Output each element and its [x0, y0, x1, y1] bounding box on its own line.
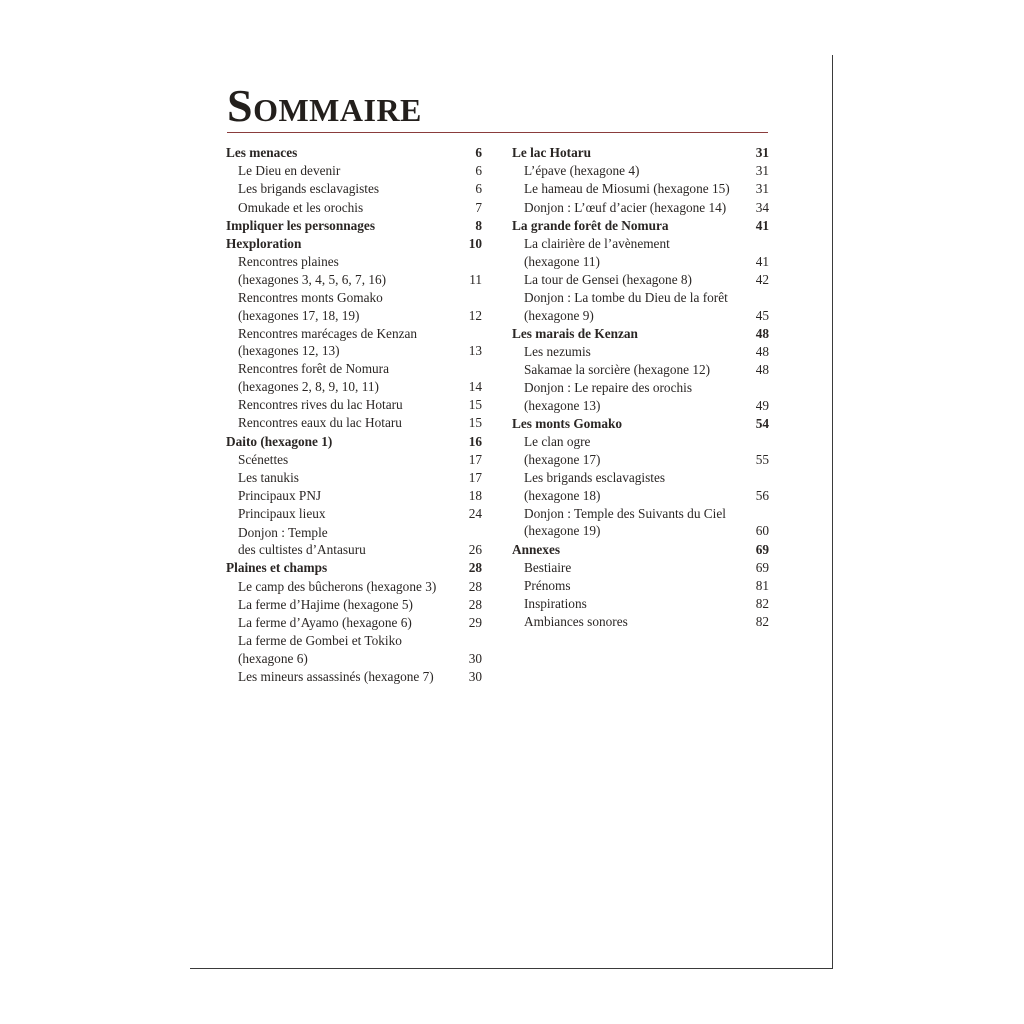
toc-entry-page: 45	[755, 307, 769, 323]
toc-entry-page: 7	[475, 199, 482, 215]
toc-entry-title: Inspirations	[524, 596, 587, 612]
toc-entry-page: 13	[468, 343, 482, 359]
toc-entry-title: Les marais de Kenzan	[512, 325, 638, 341]
toc-subsection-entry[interactable]	[226, 668, 482, 686]
toc-subsection-entry[interactable]	[512, 180, 769, 198]
toc-entry-page: 6	[475, 163, 482, 179]
toc-subsection-entry[interactable]	[226, 487, 482, 505]
toc-entry-page: 31	[755, 163, 769, 179]
toc-entry-title: Les monts Gomako	[512, 416, 623, 432]
toc-entry-title: La ferme de Gombei et Tokiko (hexagone 6)	[238, 633, 402, 666]
toc-entry-page: 42	[755, 271, 769, 287]
toc-section-entry[interactable]	[512, 541, 769, 559]
toc-entry-title: Le camp des bûcherons (hexagone 3)	[238, 578, 437, 594]
toc-entry-page: 15	[468, 415, 482, 431]
toc-entry-page: 69	[755, 559, 769, 575]
toc-entry-title: Le Dieu en devenir	[238, 163, 341, 179]
toc-subsection-entry[interactable]	[512, 235, 769, 270]
toc-entry-page: 17	[468, 451, 482, 467]
toc-subsection-entry[interactable]	[226, 614, 482, 632]
toc-subsection-entry[interactable]	[512, 289, 769, 324]
toc-entry-title: La ferme d’Ayamo (hexagone 6)	[238, 614, 412, 630]
toc-subsection-entry[interactable]	[512, 343, 769, 361]
toc-entry-title: Rencontres monts Gomako (hexagones 17, 18, 19)	[238, 289, 383, 323]
toc-entry-page: 15	[468, 397, 482, 413]
toc-entry-title: Donjon : L’œuf d’acier (hexagone 14)	[524, 199, 727, 215]
toc-entry-title: Hexploration	[226, 235, 302, 251]
toc-entry-page: 48	[755, 343, 769, 359]
toc-entry-title: Bestiaire	[524, 559, 572, 575]
toc-entry-page: 16	[468, 433, 482, 449]
toc-entry-page: 28	[468, 596, 482, 612]
toc-subsection-entry[interactable]	[512, 361, 769, 379]
toc-entry-title: Les brigands esclavagistes	[238, 181, 380, 197]
toc-subsection-entry[interactable]	[226, 596, 482, 614]
toc-subsection-entry[interactable]	[226, 505, 482, 523]
toc-subsection-entry[interactable]	[226, 162, 482, 180]
toc-entry-page: 31	[755, 145, 769, 160]
toc-entry-title: Plaines et champs	[226, 560, 328, 576]
toc-entry-title: Omukade et les orochis	[238, 199, 364, 215]
toc-entry-page: 17	[468, 470, 482, 485]
toc-section-entry[interactable]	[512, 325, 769, 343]
toc-entry-title: L’épave (hexagone 4)	[524, 163, 640, 179]
toc-subsection-entry[interactable]	[226, 199, 482, 217]
toc-subsection-entry[interactable]	[226, 632, 482, 667]
toc-entry-title: Donjon : Temple des cultistes d’Antasuru	[238, 524, 366, 558]
toc-entry-page: 41	[755, 253, 769, 269]
toc-subsection-entry[interactable]	[512, 199, 769, 217]
toc-entry-page: 28	[468, 560, 482, 576]
toc-section-entry[interactable]	[226, 217, 482, 235]
toc-entry-page: 48	[755, 362, 769, 378]
toc-entry-page: 28	[468, 578, 482, 594]
toc-section-entry[interactable]	[512, 144, 769, 162]
toc-entry-title: Rencontres rives du lac Hotaru	[238, 397, 403, 413]
toc-entry-title: Rencontres eaux du lac Hotaru	[238, 415, 402, 431]
toc-left-column	[226, 144, 482, 686]
toc-section-entry[interactable]	[226, 235, 482, 253]
toc-entry-title: Principaux lieux	[238, 506, 326, 522]
toc-entry-title: Rencontres plaines (hexagones 3, 4, 5, 6, 7, 16)	[238, 254, 387, 287]
toc-entry-title: Donjon : Temple des Suivants du Ciel (hexagone 19)	[524, 505, 726, 539]
toc-entry-page: 82	[755, 614, 769, 630]
toc-entry-title: Le clan ogre (hexagone 17)	[524, 434, 601, 467]
toc-entry-title: Daito (hexagone 1)	[226, 433, 333, 449]
toc-entry-title: Impliquer les personnages	[226, 217, 375, 233]
toc-subsection-entry[interactable]	[512, 469, 769, 504]
toc-section-entry[interactable]	[226, 433, 482, 451]
toc-subsection-entry[interactable]	[512, 559, 769, 577]
toc-entry-page: 41	[755, 217, 769, 233]
toc-subsection-entry[interactable]	[226, 524, 482, 559]
toc-subsection-entry[interactable]	[226, 414, 482, 432]
toc-entry-title: Sakamae la sorcière (hexagone 12)	[524, 362, 711, 378]
toc-subsection-entry[interactable]	[512, 595, 769, 613]
toc-subsection-entry[interactable]	[226, 325, 482, 360]
toc-subsection-entry[interactable]	[512, 379, 769, 414]
toc-entry-title: La grande forêt de Nomura	[512, 217, 669, 233]
toc-entry-page: 60	[755, 523, 769, 539]
toc-entry-title: La tour de Gensei (hexagone 8)	[524, 271, 692, 287]
toc-entry-title: Annexes	[512, 541, 561, 557]
toc-subsection-entry[interactable]	[512, 433, 769, 468]
toc-entry-title: Donjon : Le repaire des orochis (hexagone 13)	[524, 380, 693, 413]
toc-entry-page: 8	[475, 217, 482, 233]
toc-section-entry[interactable]	[226, 144, 482, 162]
toc-right-column	[512, 144, 769, 632]
toc-section-entry[interactable]	[226, 559, 482, 577]
toc-entry-title: Donjon : La tombe du Dieu de la forêt (hexagone 9)	[524, 289, 728, 323]
toc-entry-title: Les mineurs assassinés (hexagone 7)	[238, 668, 434, 684]
toc-subsection-entry[interactable]	[226, 451, 482, 469]
toc-entry-page: 55	[755, 451, 769, 467]
toc-entry-page: 11	[469, 271, 482, 287]
page-title: Sommaire	[227, 80, 422, 131]
toc-entry-page: 6	[475, 181, 482, 197]
toc-entry-title: Le hameau de Miosumi (hexagone 15)	[524, 181, 730, 197]
toc-entry-page: 30	[468, 650, 482, 666]
toc-entry-page: 26	[468, 542, 482, 558]
toc-entry-title: Le lac Hotaru	[512, 145, 592, 160]
toc-entry-title: Les tanukis	[238, 470, 299, 485]
toc-entry-page: 24	[468, 506, 482, 522]
toc-entry-page: 18	[468, 488, 482, 504]
toc-entry-page: 56	[755, 487, 769, 503]
toc-entry-page: 34	[755, 199, 769, 215]
toc-entry-page: 31	[755, 181, 769, 197]
toc-entry-page: 69	[755, 541, 769, 557]
toc-entry-title: Rencontres marécages de Kenzan (hexagones 12, 13)	[238, 325, 418, 359]
toc-subsection-entry[interactable]	[226, 253, 482, 288]
toc-entry-title: Principaux PNJ	[238, 488, 322, 504]
toc-entry-title: La clairière de l’avènement (hexagone 11)	[524, 235, 670, 269]
toc-subsection-entry[interactable]	[226, 469, 482, 487]
toc-entry-page: 49	[755, 397, 769, 413]
toc-section-entry[interactable]	[512, 217, 769, 235]
toc-subsection-entry[interactable]	[512, 505, 769, 540]
page-edge-right	[832, 55, 833, 969]
toc-entry-page: 10	[468, 235, 482, 251]
toc-subsection-entry[interactable]	[226, 360, 482, 395]
toc-entry-page: 81	[755, 577, 769, 593]
toc-section-entry[interactable]	[512, 415, 769, 433]
toc-subsection-entry[interactable]	[226, 396, 482, 414]
toc-entry-title: Les brigands esclavagistes (hexagone 18)	[524, 470, 666, 503]
title-rule	[227, 132, 768, 133]
toc-entry-page: 29	[468, 614, 482, 630]
toc-entry-page: 30	[468, 668, 482, 684]
toc-entry-page: 54	[755, 416, 769, 432]
toc-subsection-entry[interactable]	[512, 577, 769, 595]
toc-entry-title: Les nezumis	[524, 343, 591, 359]
toc-entry-title: La ferme d’Hajime (hexagone 5)	[238, 596, 413, 612]
toc-subsection-entry[interactable]	[226, 180, 482, 198]
toc-subsection-entry[interactable]	[512, 613, 769, 631]
toc-entry-page: 6	[475, 145, 482, 160]
toc-entry-title: Ambiances sonores	[524, 614, 628, 630]
toc-entry-title: Rencontres forêt de Nomura (hexagones 2, 8, 9, 10, 11)	[238, 361, 390, 395]
toc-subsection-entry[interactable]	[226, 289, 482, 324]
toc-subsection-entry[interactable]	[512, 162, 769, 180]
toc-entry-page: 82	[755, 596, 769, 612]
toc-entry-title: Les menaces	[226, 145, 298, 160]
page-edge-bottom	[190, 968, 833, 969]
toc-entry-page: 48	[755, 325, 769, 341]
toc-entry-page: 12	[468, 307, 482, 323]
toc-entry-page: 14	[468, 379, 482, 395]
toc-subsection-entry[interactable]	[512, 271, 769, 289]
toc-entry-title: Scénettes	[238, 451, 289, 467]
toc-entry-title: Prénoms	[524, 577, 571, 593]
toc-subsection-entry[interactable]	[226, 578, 482, 596]
